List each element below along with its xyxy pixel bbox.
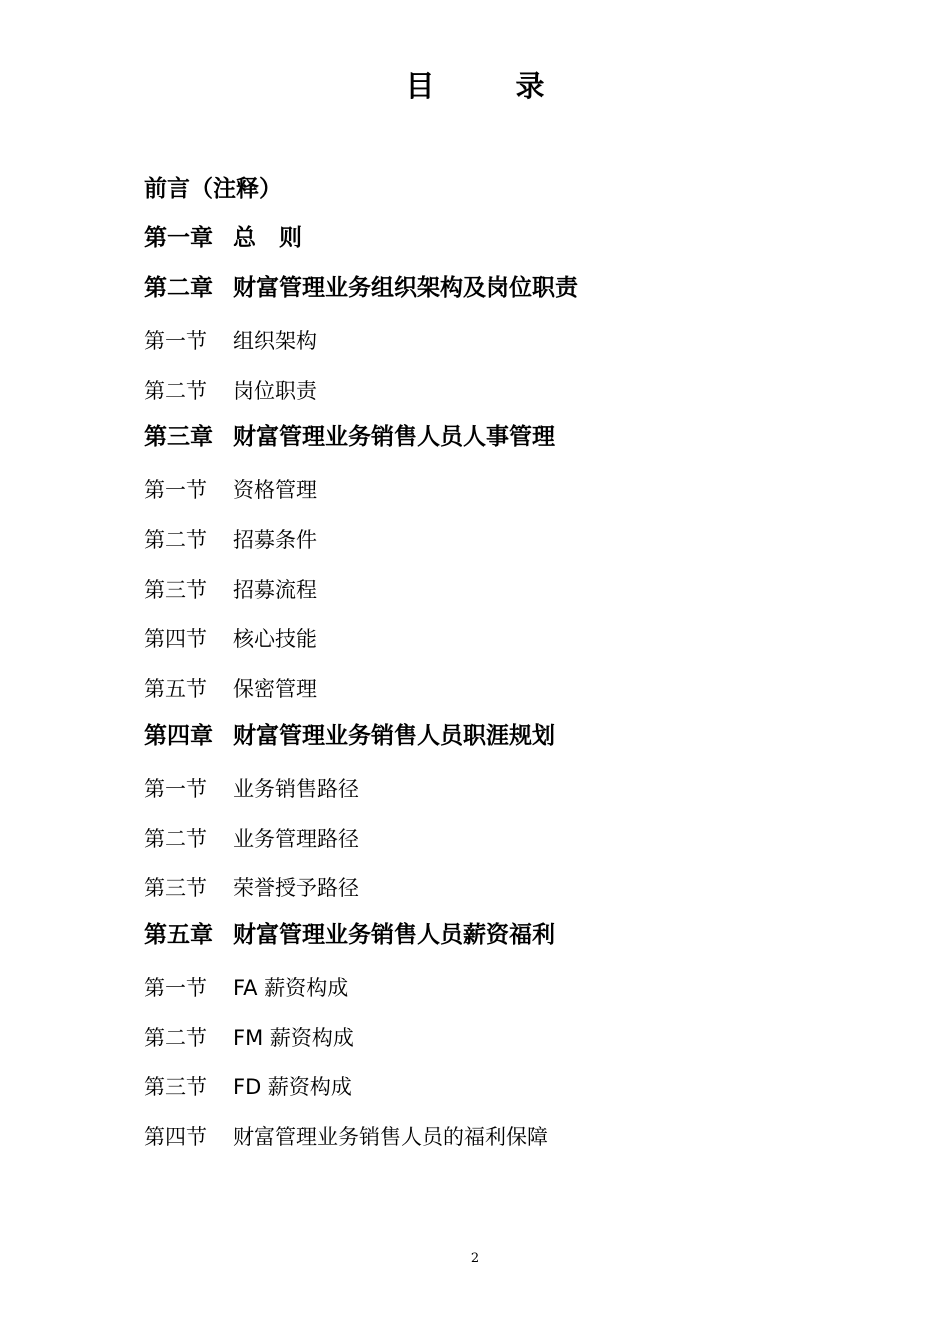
section-number: 第一节 bbox=[144, 777, 207, 801]
toc-section[interactable] bbox=[144, 672, 317, 706]
toc-section[interactable] bbox=[144, 523, 317, 557]
section-number: 第一节 bbox=[144, 329, 207, 353]
section-number: 第一节 bbox=[144, 976, 207, 1000]
toc-section[interactable] bbox=[144, 573, 317, 607]
section-title: 保密管理 bbox=[233, 677, 317, 701]
chapter-number: 第一章 bbox=[144, 225, 213, 251]
toc-section[interactable] bbox=[144, 971, 348, 1005]
section-title: FM 薪资构成 bbox=[233, 1026, 354, 1050]
section-number: 第二节 bbox=[144, 827, 207, 851]
toc-chapter-1[interactable] bbox=[144, 221, 302, 255]
section-number: 第二节 bbox=[144, 1026, 207, 1050]
toc-preface[interactable] bbox=[144, 172, 282, 206]
toc-chapter-2[interactable] bbox=[144, 271, 578, 305]
section-number: 第三节 bbox=[144, 876, 207, 900]
section-title: 核心技能 bbox=[233, 627, 317, 651]
section-number: 第四节 bbox=[144, 627, 207, 651]
section-number: 第三节 bbox=[144, 1075, 207, 1099]
chapter-title: 财富管理业务销售人员人事管理 bbox=[233, 424, 555, 450]
section-number: 第三节 bbox=[144, 578, 207, 602]
section-title: FD 薪资构成 bbox=[233, 1075, 352, 1099]
chapter-title: 财富管理业务销售人员职涯规划 bbox=[233, 723, 555, 749]
toc-section[interactable] bbox=[144, 324, 317, 358]
section-title: 组织架构 bbox=[233, 329, 317, 353]
section-title: 财富管理业务销售人员的福利保障 bbox=[233, 1125, 548, 1149]
chapter-number: 第四章 bbox=[144, 723, 213, 749]
chapter-number: 第五章 bbox=[144, 922, 213, 948]
toc-section[interactable] bbox=[144, 374, 317, 408]
toc-section[interactable] bbox=[144, 822, 359, 856]
section-title: FA 薪资构成 bbox=[233, 976, 349, 1000]
chapter-title: 总 则 bbox=[233, 225, 302, 251]
section-title: 招募条件 bbox=[233, 528, 317, 552]
section-title: 业务销售路径 bbox=[233, 777, 359, 801]
toc-section[interactable] bbox=[144, 1120, 548, 1154]
toc-preface-label: 前言（注释） bbox=[144, 176, 282, 202]
toc-section[interactable] bbox=[144, 1021, 354, 1055]
toc-section[interactable] bbox=[144, 473, 317, 507]
section-title: 荣誉授予路径 bbox=[233, 876, 359, 900]
section-title: 招募流程 bbox=[233, 578, 317, 602]
section-number: 第二节 bbox=[144, 379, 207, 403]
section-number: 第一节 bbox=[144, 478, 207, 502]
toc-section[interactable] bbox=[144, 772, 359, 806]
toc-chapter-5[interactable] bbox=[144, 918, 555, 952]
toc-chapter-3[interactable] bbox=[144, 420, 555, 454]
toc-chapter-4[interactable] bbox=[144, 719, 555, 753]
chapter-number: 第三章 bbox=[144, 424, 213, 450]
toc-section[interactable] bbox=[144, 871, 359, 905]
section-title: 岗位职责 bbox=[233, 379, 317, 403]
page-title: 目 录 bbox=[405, 69, 571, 103]
section-number: 第四节 bbox=[144, 1125, 207, 1149]
section-number: 第二节 bbox=[144, 528, 207, 552]
section-title: 业务管理路径 bbox=[233, 827, 359, 851]
section-number: 第五节 bbox=[144, 677, 207, 701]
chapter-number: 第二章 bbox=[144, 275, 213, 301]
page-number: 2 bbox=[470, 1251, 480, 1266]
toc-section[interactable] bbox=[144, 622, 317, 656]
chapter-title: 财富管理业务销售人员薪资福利 bbox=[233, 922, 555, 948]
chapter-title: 财富管理业务组织架构及岗位职责 bbox=[233, 275, 578, 301]
section-title: 资格管理 bbox=[233, 478, 317, 502]
toc-section[interactable] bbox=[144, 1070, 352, 1104]
